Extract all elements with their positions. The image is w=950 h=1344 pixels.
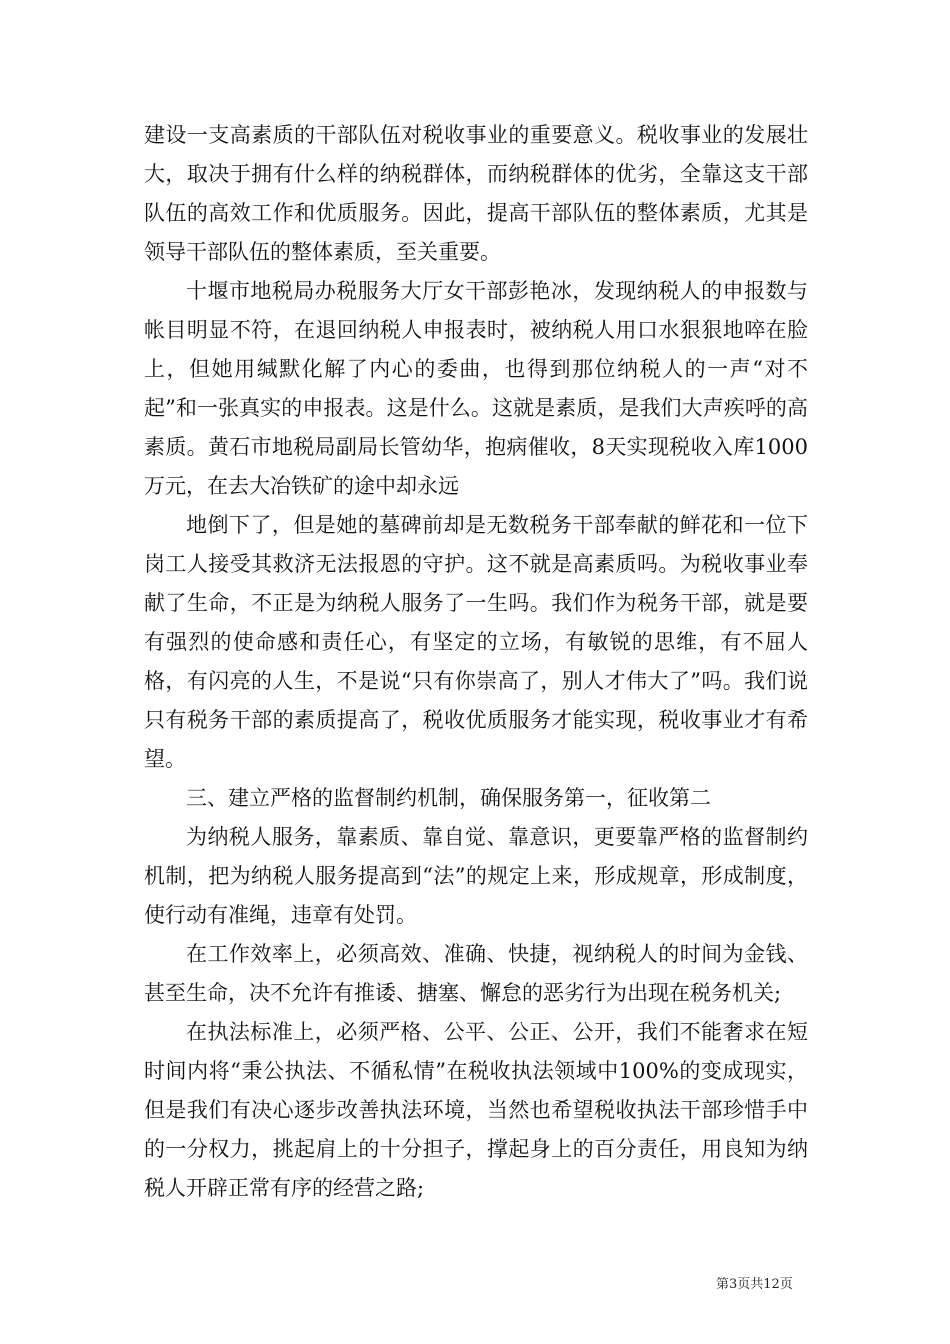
paragraph-6: 在执法标准上，必须严格、公平、公正、公开，我们不能奢求在短时间内将“秉公执法、不循私情”在税收执法领域中100%的变成现实，但是我们有决心逐步改善执法环境，当然也希望税收执法干部珍惜手中的一分权力，挑起肩上的十分担子，撑起身上的百分责任，用良知为纳税人开辟正常有序的经营之路; [144,1020,808,1200]
paragraph-2: 十堰市地税局办税服务大厅女干部彭艳冰，发现纳税人的申报数与帐目明显不符，在退回纳税人申报表时，被纳税人用口水狠狠地啐在脸上，但她用缄默化解了内心的委曲，也得到那位纳税人的一声“对不起”和一张真实的申报表。这是什么。这就是素质，是我们大声疾呼的高素质。黄石市地税局副局长管幼华，抱病催收，8天实现税收入库1000万元，在去大冶铁矿的途中却永远 [144,279,808,498]
page-number: 第3页共12页 [716,1277,793,1292]
document-body [144,116,808,1208]
section-heading: 三、建立严格的监督制约机制，确保服务第一，征收第二 [186,786,711,810]
paragraph-1: 建设一支高素质的干部队伍对税收事业的重要意义。税收事业的发展壮大，取决于拥有什么样的纳税群体，而纳税群体的优劣，全靠这支干部队伍的高效工作和优质服务。因此，提高干部队伍的整体素质，尤其是领导干部队伍的整体素质，至关重要。 [144,123,808,264]
paragraph-3: 地倒下了，但是她的墓碑前却是无数税务干部奉献的鲜花和一位下岗工人接受其救济无法报恩的守护。这不就是高素质吗。为税收事业奉献了生命，不正是为纳税人服务了一生吗。我们作为税务干部，就是要有强烈的使命感和责任心，有坚定的立场，有敏锐的思维，有不屈人格，有闪亮的人生，不是说“只有你崇高了，别人才伟大了”吗。我们说只有税务干部的素质提高了，税收优质服务才能实现，税收事业才有希望。 [144,513,808,771]
paragraph-4: 为纳税人服务，靠素质、靠自觉、靠意识，更要靠严格的监督制约机制，把为纳税人服务提高到“法”的规定上来，形成规章，形成制度，使行动有准绳，违章有处罚。 [144,825,808,927]
paragraph-5: 在工作效率上，必须高效、准确、快捷，视纳税人的时间为金钱、甚至生命，决不允许有推诿、搪塞、懈怠的恶劣行为出现在税务机关; [144,942,808,1005]
